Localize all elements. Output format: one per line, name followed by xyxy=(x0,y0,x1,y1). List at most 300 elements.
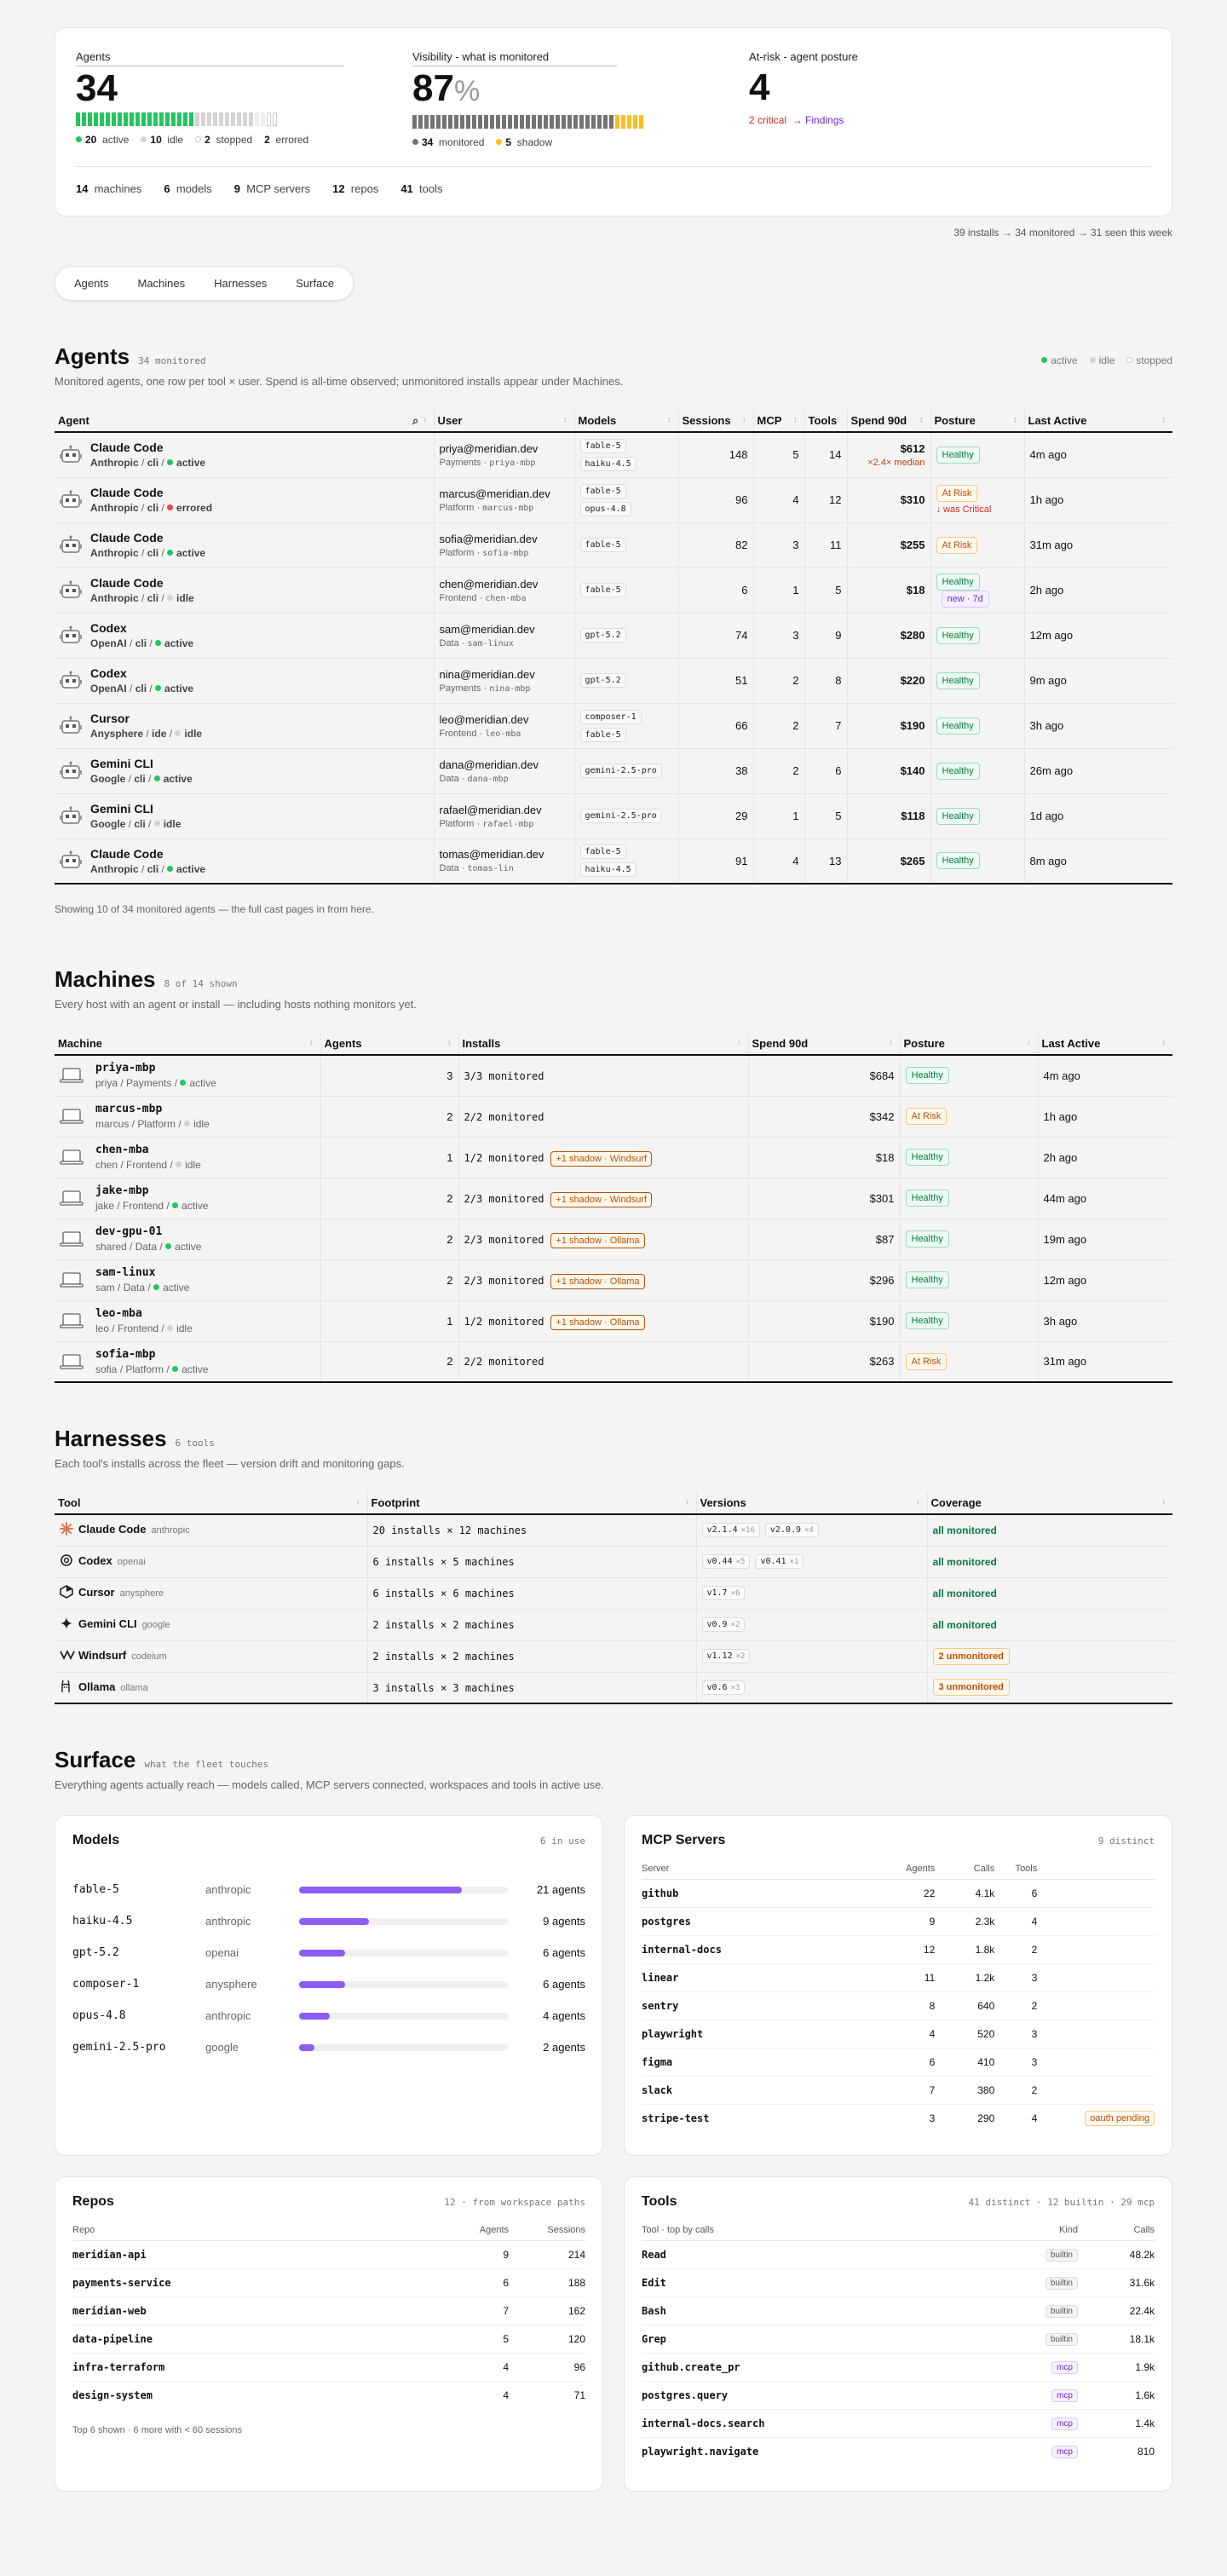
visibility-bar xyxy=(412,115,749,129)
harness-name[interactable]: Cursor xyxy=(78,1585,115,1599)
tools-cell: 14 xyxy=(804,432,847,477)
status-segment xyxy=(183,112,187,126)
tools-cell: 8 xyxy=(804,658,847,703)
repo-cell xyxy=(72,2325,441,2354)
machine-name[interactable]: leo-mba xyxy=(95,1307,142,1320)
shadow-badge[interactable]: +1 shadow · Ollama xyxy=(550,1233,644,1248)
usage-track xyxy=(299,1950,508,1956)
agent-row[interactable] xyxy=(55,522,1172,568)
tool-row[interactable] xyxy=(642,2438,1155,2466)
usage-fill xyxy=(299,1918,369,1925)
machine-row[interactable] xyxy=(55,1259,1172,1300)
server-cell xyxy=(642,2105,906,2133)
agent-vendor: Anysphere xyxy=(90,728,144,740)
agent-name[interactable]: Gemini CLI xyxy=(90,802,153,815)
tool-row[interactable] xyxy=(642,2241,1155,2269)
kind-badge: mcp xyxy=(1051,2418,1078,2430)
repo-name: payments-service xyxy=(72,2277,171,2289)
repo-row[interactable] xyxy=(72,2325,585,2354)
count-label: models xyxy=(176,182,212,195)
posture-badge[interactable]: At Risk xyxy=(906,1108,948,1125)
machine-name[interactable]: jake-mbp xyxy=(95,1184,149,1197)
spend-note: ×2.4× median xyxy=(867,457,925,468)
agent-kind: cli xyxy=(147,862,159,875)
column-header[interactable]: Agent ↕ ⌕ xyxy=(55,410,434,432)
column-header[interactable]: Last Active ↕ xyxy=(1038,1033,1172,1055)
status-segment xyxy=(159,112,164,126)
user-email[interactable]: sam@meridian.dev xyxy=(439,622,535,636)
footprint-value: 20 installs × 12 machines xyxy=(372,1524,527,1537)
agent-row[interactable] xyxy=(55,748,1172,793)
shadow-badge[interactable]: +1 shadow · Ollama xyxy=(550,1315,644,1330)
tool-row[interactable] xyxy=(642,2297,1155,2325)
agent-row[interactable] xyxy=(55,477,1172,522)
tag-cell xyxy=(1037,1880,1155,1908)
laptop-icon xyxy=(60,1354,84,1369)
agent-name[interactable]: Claude Code xyxy=(90,531,164,545)
status-segment xyxy=(237,112,241,126)
footprint-value: 6 installs × 6 machines xyxy=(372,1588,515,1599)
mcp-row[interactable] xyxy=(642,1880,1155,1908)
machines-title: Machines xyxy=(55,966,156,992)
agent-text xyxy=(90,531,205,559)
agents-cell: 8 xyxy=(906,1992,935,2020)
user-email[interactable]: marcus@meridian.dev xyxy=(439,487,550,500)
agent-row[interactable] xyxy=(55,793,1172,838)
tool-row[interactable] xyxy=(642,2410,1155,2438)
harness-row[interactable] xyxy=(55,1546,1172,1577)
tool-row[interactable] xyxy=(642,2325,1155,2354)
column-header[interactable]: Last Active ↕ xyxy=(1024,410,1172,432)
sort-icon[interactable]: ↕ xyxy=(742,415,746,424)
user-email[interactable]: priya@meridian.dev xyxy=(439,441,539,455)
spend-value: $220 xyxy=(900,674,925,687)
agents-stat-value: 34 xyxy=(76,67,118,109)
posture-badge[interactable]: At Risk xyxy=(936,537,978,554)
harness-row[interactable] xyxy=(55,1514,1172,1546)
models-count: 6 in use xyxy=(540,1835,585,1847)
count-item xyxy=(332,182,378,195)
server-cell xyxy=(642,2020,906,2049)
sort-icon[interactable]: ↕ xyxy=(1161,1038,1166,1046)
agent-kind: ide xyxy=(152,728,167,740)
user-cell xyxy=(434,613,574,658)
agents-count: 34 monitored xyxy=(138,355,206,366)
coverage-value[interactable]: 2 unmonitored xyxy=(933,1648,1010,1665)
sort-icon[interactable]: ↕ xyxy=(685,1497,689,1506)
tool-row[interactable] xyxy=(642,2354,1155,2382)
user-team: Payments xyxy=(439,683,481,694)
user-email[interactable]: nina@meridian.dev xyxy=(439,667,535,681)
visibility-segment xyxy=(412,115,417,129)
user-host: sam-linux xyxy=(467,638,514,648)
visibility-segment xyxy=(538,115,542,129)
machine-status: active xyxy=(181,1200,209,1212)
agents-cell: 7 xyxy=(441,2297,509,2325)
tab-machines[interactable]: Machines xyxy=(137,277,186,290)
mcp-row[interactable] xyxy=(642,2105,1155,2133)
sort-icon[interactable]: ↕ xyxy=(563,415,567,424)
spend-cell: $263 xyxy=(748,1341,900,1382)
user-meta: Platform · marcus-mbp xyxy=(439,502,534,513)
column-header[interactable]: Sessions ↕ xyxy=(678,410,753,432)
sort-icon[interactable]: ↕ xyxy=(919,415,924,424)
posture-badge[interactable]: Healthy xyxy=(936,627,980,644)
shadow-badge[interactable]: +1 shadow · Windsurf xyxy=(550,1192,652,1207)
calls-cell: 22.4k xyxy=(1078,2297,1155,2325)
status-segment xyxy=(273,112,277,126)
machine-row[interactable] xyxy=(55,1341,1172,1382)
mcp-cell: 4 xyxy=(753,477,804,522)
posture-badge[interactable]: At Risk xyxy=(906,1353,948,1370)
agent-meta: OpenAI / cli / active xyxy=(90,637,194,649)
posture-badge[interactable]: Healthy xyxy=(936,447,980,464)
oauth-badge[interactable]: oauth pending xyxy=(1085,2111,1155,2126)
mcp-row[interactable] xyxy=(642,1964,1155,1992)
sort-icon[interactable]: ↕ xyxy=(916,1497,920,1506)
column-header[interactable]: Tools ↕ xyxy=(804,410,847,432)
idle-count: 10 xyxy=(150,134,162,146)
surface-count: what the fleet touches xyxy=(144,1759,269,1770)
agent-name[interactable]: Gemini CLI xyxy=(90,757,153,770)
visibility-segment xyxy=(603,115,608,129)
posture-badge[interactable]: At Risk xyxy=(936,485,978,502)
model-pill-wrap xyxy=(580,437,673,455)
visibility-segment xyxy=(442,115,446,129)
kind-badge: mcp xyxy=(1051,2361,1078,2374)
sort-icon[interactable]: ↕ xyxy=(1013,415,1017,424)
status-segment xyxy=(207,112,211,126)
visibility-value: 87 xyxy=(412,67,454,109)
posture-badge[interactable]: Healthy xyxy=(906,1190,949,1207)
posture-badge[interactable]: Healthy xyxy=(936,808,980,825)
model-agents: 2 agents xyxy=(543,2041,585,2054)
status-segment xyxy=(141,112,146,126)
repo-row[interactable] xyxy=(72,2297,585,2325)
column-header[interactable]: Versions ↕ xyxy=(696,1492,927,1514)
agent-name[interactable]: Codex xyxy=(90,621,127,635)
spend-value: $140 xyxy=(900,764,925,777)
repo-row[interactable] xyxy=(72,2241,585,2269)
shadow-badge[interactable]: +1 shadow · Ollama xyxy=(550,1274,644,1289)
agent-status: active xyxy=(176,547,206,559)
column-header[interactable]: Footprint ↕ xyxy=(367,1492,696,1514)
models-cell xyxy=(574,522,678,568)
machine-cell xyxy=(55,1300,320,1341)
machine-owner: marcus xyxy=(95,1118,130,1130)
user-email[interactable]: chen@meridian.dev xyxy=(439,577,539,591)
agent-name[interactable]: Claude Code xyxy=(90,576,164,590)
shadow-badge[interactable]: +1 shadow · Windsurf xyxy=(550,1151,652,1167)
column-header[interactable]: Installs ↕ xyxy=(458,1033,748,1055)
last-active-cell: 1d ago xyxy=(1024,793,1172,838)
status-segment xyxy=(219,112,223,126)
active-status-dot-icon xyxy=(153,1284,159,1290)
posture-badge[interactable]: Healthy xyxy=(906,1067,949,1084)
machine-row[interactable] xyxy=(55,1055,1172,1096)
machine-name[interactable]: marcus-mbp xyxy=(95,1103,163,1115)
usage-track xyxy=(299,1887,508,1893)
posture-badge[interactable]: Healthy xyxy=(936,852,980,869)
column-header[interactable]: Tool ↕ xyxy=(55,1492,367,1514)
count-value: 6 xyxy=(164,182,170,195)
harness-name[interactable]: Windsurf xyxy=(78,1648,127,1662)
last-active-cell: 4m ago xyxy=(1024,432,1172,477)
column-header[interactable]: Machine ↕ xyxy=(55,1033,320,1055)
agent-name[interactable]: Claude Code xyxy=(90,441,164,455)
coverage-value: all monitored xyxy=(932,1588,997,1599)
harness-vendor: ollama xyxy=(120,1682,148,1693)
agent-name[interactable]: Claude Code xyxy=(90,846,164,861)
repo-row[interactable] xyxy=(72,2354,585,2382)
repo-row[interactable] xyxy=(72,2269,585,2297)
tools-title: Tools xyxy=(642,2194,677,2209)
machines-count: 8 of 14 shown xyxy=(164,978,238,989)
mcp-cell: 5 xyxy=(753,432,804,477)
status-segment xyxy=(124,112,128,126)
column-header[interactable]: Spend 90d ↕ xyxy=(847,410,930,432)
machine-row[interactable] xyxy=(55,1178,1172,1219)
models-cell xyxy=(574,432,678,477)
model-row[interactable] xyxy=(72,1937,585,1968)
user-meta: Platform · sofia-mbp xyxy=(439,547,529,558)
posture-cell xyxy=(930,568,1024,613)
model-pill: fable-5 xyxy=(580,439,626,453)
search-icon[interactable]: ⌕ xyxy=(412,414,419,427)
column-header[interactable]: Models ↕ xyxy=(574,410,678,432)
agent-kind: cli xyxy=(147,592,159,604)
agent-row[interactable] xyxy=(55,703,1172,748)
mcp-row[interactable] xyxy=(642,1908,1155,1936)
tool-cell xyxy=(642,2354,1001,2382)
harness-vendor: openai xyxy=(117,1556,146,1567)
agent-row[interactable] xyxy=(55,432,1172,477)
machine-team: Frontend xyxy=(126,1159,168,1171)
harness-name[interactable]: Ollama xyxy=(78,1680,116,1693)
versions-cell xyxy=(696,1514,927,1546)
repo-row[interactable] xyxy=(72,2382,585,2410)
column-header[interactable]: Posture ↕ xyxy=(930,410,1024,432)
posture-badge[interactable]: Healthy xyxy=(936,672,980,689)
agents-subtitle: Monitored agents, one row per tool × user. Spend is all-time observed; unmonitored installs appear under Machines. xyxy=(55,375,624,388)
agent-vendor: Anthropic xyxy=(90,862,139,875)
agents-title: Agents xyxy=(55,343,130,369)
visibility-segment xyxy=(544,115,548,129)
column-header[interactable]: MCP ↕ xyxy=(753,410,804,432)
machine-name[interactable]: dev-gpu-01 xyxy=(95,1225,163,1238)
version-number: v0.44 xyxy=(706,1557,733,1566)
machine-row[interactable] xyxy=(55,1137,1172,1178)
user-team: Data xyxy=(439,637,459,648)
claude-icon xyxy=(60,1522,78,1538)
harnesses-count: 6 tools xyxy=(175,1438,215,1449)
machine-row[interactable] xyxy=(55,1096,1172,1137)
agent-kind: cli xyxy=(134,818,146,830)
machine-name[interactable]: priya-mbp xyxy=(95,1062,156,1075)
machine-row[interactable] xyxy=(55,1219,1172,1259)
sort-icon[interactable]: ↕ xyxy=(667,415,671,424)
model-row[interactable] xyxy=(72,2000,585,2031)
legend-active xyxy=(76,134,129,146)
sort-icon[interactable]: ↕ xyxy=(793,415,798,424)
legend-idle-item xyxy=(1090,354,1115,366)
sort-icon[interactable]: ↕ xyxy=(836,415,840,424)
model-pill-wrap xyxy=(580,482,673,500)
sort-icon[interactable]: ↕ xyxy=(737,1038,741,1046)
mcp-count: 9 distinct xyxy=(1097,1835,1155,1847)
usage-fill xyxy=(299,2013,330,2020)
machine-cell xyxy=(55,1178,320,1219)
posture-badge[interactable]: Healthy xyxy=(936,717,980,735)
page xyxy=(55,27,1172,2519)
user-cell xyxy=(434,658,574,703)
column-header[interactable]: Agents ↕ xyxy=(320,1033,458,1055)
user-email[interactable]: rafael@meridian.dev xyxy=(439,803,542,816)
model-row[interactable] xyxy=(72,1968,585,2000)
installs-cell xyxy=(458,1300,748,1341)
tool-row[interactable] xyxy=(642,2269,1155,2297)
user-host: tomas-lin xyxy=(467,864,514,874)
harness-name[interactable]: Codex xyxy=(78,1553,112,1567)
model-row[interactable] xyxy=(72,2031,585,2063)
mcp-row[interactable] xyxy=(642,2077,1155,2105)
last-active-cell: 31m ago xyxy=(1024,522,1172,568)
machine-row[interactable] xyxy=(55,1300,1172,1341)
repo-name: data-pipeline xyxy=(72,2333,153,2345)
mcp-row[interactable] xyxy=(642,2020,1155,2049)
harness-name[interactable]: Claude Code xyxy=(78,1523,147,1536)
status-segment xyxy=(231,112,235,126)
repo-name: meridian-api xyxy=(72,2249,147,2261)
posture-badge[interactable]: Healthy xyxy=(906,1271,949,1288)
ollama-icon xyxy=(60,1680,78,1696)
status-segment xyxy=(189,112,193,126)
column-header[interactable]: User ↕ xyxy=(434,410,574,432)
active-status-dot-icon xyxy=(167,459,173,465)
visibility-segment xyxy=(562,115,566,129)
posture-badge[interactable]: Healthy xyxy=(936,573,980,591)
sort-icon[interactable]: ↕ xyxy=(1161,415,1166,424)
sort-icon[interactable]: ↕ xyxy=(309,1038,314,1046)
agents-cell: 12 xyxy=(906,1936,935,1964)
tool-name: github.create_pr xyxy=(642,2361,740,2373)
harness-row[interactable] xyxy=(55,1609,1172,1640)
server-name: stripe-test xyxy=(642,2112,710,2125)
sort-icon[interactable]: ↕ xyxy=(1027,1038,1031,1046)
spend-cell: $296 xyxy=(748,1259,900,1300)
sort-icon[interactable]: ↕ xyxy=(889,1038,893,1046)
machine-name[interactable]: chen-mba xyxy=(95,1144,149,1156)
last-active-cell: 4m ago xyxy=(1038,1055,1172,1096)
machine-name[interactable]: sam-linux xyxy=(95,1266,156,1279)
tab-agents[interactable]: Agents xyxy=(74,277,109,290)
harness-row[interactable] xyxy=(55,1672,1172,1703)
agent-row[interactable] xyxy=(55,658,1172,703)
visibility-segment xyxy=(484,115,488,129)
model-row[interactable] xyxy=(72,1905,585,1937)
harness-row[interactable] xyxy=(55,1577,1172,1609)
posture-badge[interactable]: Healthy xyxy=(906,1149,949,1166)
agent-name[interactable]: Claude Code xyxy=(90,486,164,499)
sort-icon[interactable]: ↕ xyxy=(423,415,427,424)
kind-cell xyxy=(1001,2297,1078,2325)
active-dot-icon xyxy=(1041,357,1047,363)
server-name: playwright xyxy=(642,2028,704,2040)
mcp-row[interactable] xyxy=(642,2049,1155,2077)
server-cell xyxy=(642,1936,906,1964)
tool-cell xyxy=(642,2241,1001,2269)
status-segment xyxy=(243,112,247,126)
agent-vendor: Anthropic xyxy=(90,547,139,559)
status-segment xyxy=(201,112,205,126)
harness-vendor: google xyxy=(141,1619,170,1630)
tab-surface[interactable]: Surface xyxy=(296,277,335,290)
mcp-row[interactable] xyxy=(642,1936,1155,1964)
harness-name[interactable]: Gemini CLI xyxy=(78,1616,137,1630)
harness-row[interactable] xyxy=(55,1640,1172,1672)
visibility-segment xyxy=(436,115,441,129)
posture-badge[interactable]: Healthy xyxy=(906,1230,949,1248)
mcp-row[interactable] xyxy=(642,1992,1155,2020)
agents-cell: 1 xyxy=(320,1137,458,1178)
machine-team: Frontend xyxy=(118,1323,159,1334)
coverage-value[interactable]: 3 unmonitored xyxy=(933,1679,1010,1696)
agent-status: idle xyxy=(184,728,203,740)
agent-row[interactable] xyxy=(55,568,1172,613)
sort-icon[interactable]: ↕ xyxy=(356,1497,360,1506)
kind-badge: mcp xyxy=(1051,2446,1078,2458)
user-email[interactable]: sofia@meridian.dev xyxy=(439,532,538,545)
status-segment xyxy=(112,112,116,126)
user-email[interactable]: leo@meridian.dev xyxy=(439,712,529,726)
findings-link[interactable]: → Findings xyxy=(792,114,844,126)
usage-track xyxy=(299,2013,508,2020)
agent-name[interactable]: Cursor xyxy=(90,712,130,725)
spend-cell xyxy=(847,658,930,703)
model-row[interactable] xyxy=(72,1874,585,1905)
sort-icon[interactable]: ↕ xyxy=(447,1038,452,1046)
usage-fill xyxy=(299,1887,462,1893)
mcp-cell: 3 xyxy=(753,613,804,658)
column-header[interactable]: Spend 90d ↕ xyxy=(748,1033,900,1055)
model-pill-wrap xyxy=(580,861,673,879)
posture-cell xyxy=(900,1137,1038,1178)
agent-cell xyxy=(55,703,434,748)
machine-text xyxy=(95,1184,208,1212)
tab-harnesses[interactable]: Harnesses xyxy=(214,277,268,290)
agent-status: active xyxy=(164,683,194,694)
spend-value: $310 xyxy=(900,493,925,506)
tool-row[interactable] xyxy=(642,2382,1155,2410)
sort-icon[interactable]: ↕ xyxy=(1161,1497,1166,1506)
idle-dot-icon xyxy=(141,136,147,142)
posture-badge[interactable]: Healthy xyxy=(936,763,980,780)
posture-cell xyxy=(900,1259,1038,1300)
column-header[interactable]: Posture ↕ xyxy=(900,1033,1038,1055)
tool-name: Grep xyxy=(642,2333,666,2345)
agents-cell: 4 xyxy=(441,2354,509,2382)
agent-name[interactable]: Codex xyxy=(90,666,127,680)
user-email[interactable]: dana@meridian.dev xyxy=(439,758,539,771)
agent-row[interactable] xyxy=(55,838,1172,884)
machine-name[interactable]: sofia-mbp xyxy=(95,1347,156,1361)
count-value: 41 xyxy=(400,182,413,195)
posture-badge[interactable]: Healthy xyxy=(906,1312,949,1329)
column-header[interactable]: Coverage ↕ xyxy=(927,1492,1172,1514)
column-header: Tools xyxy=(994,1864,1037,1880)
user-email[interactable]: tomas@meridian.dev xyxy=(439,848,544,862)
agent-row[interactable] xyxy=(55,613,1172,658)
